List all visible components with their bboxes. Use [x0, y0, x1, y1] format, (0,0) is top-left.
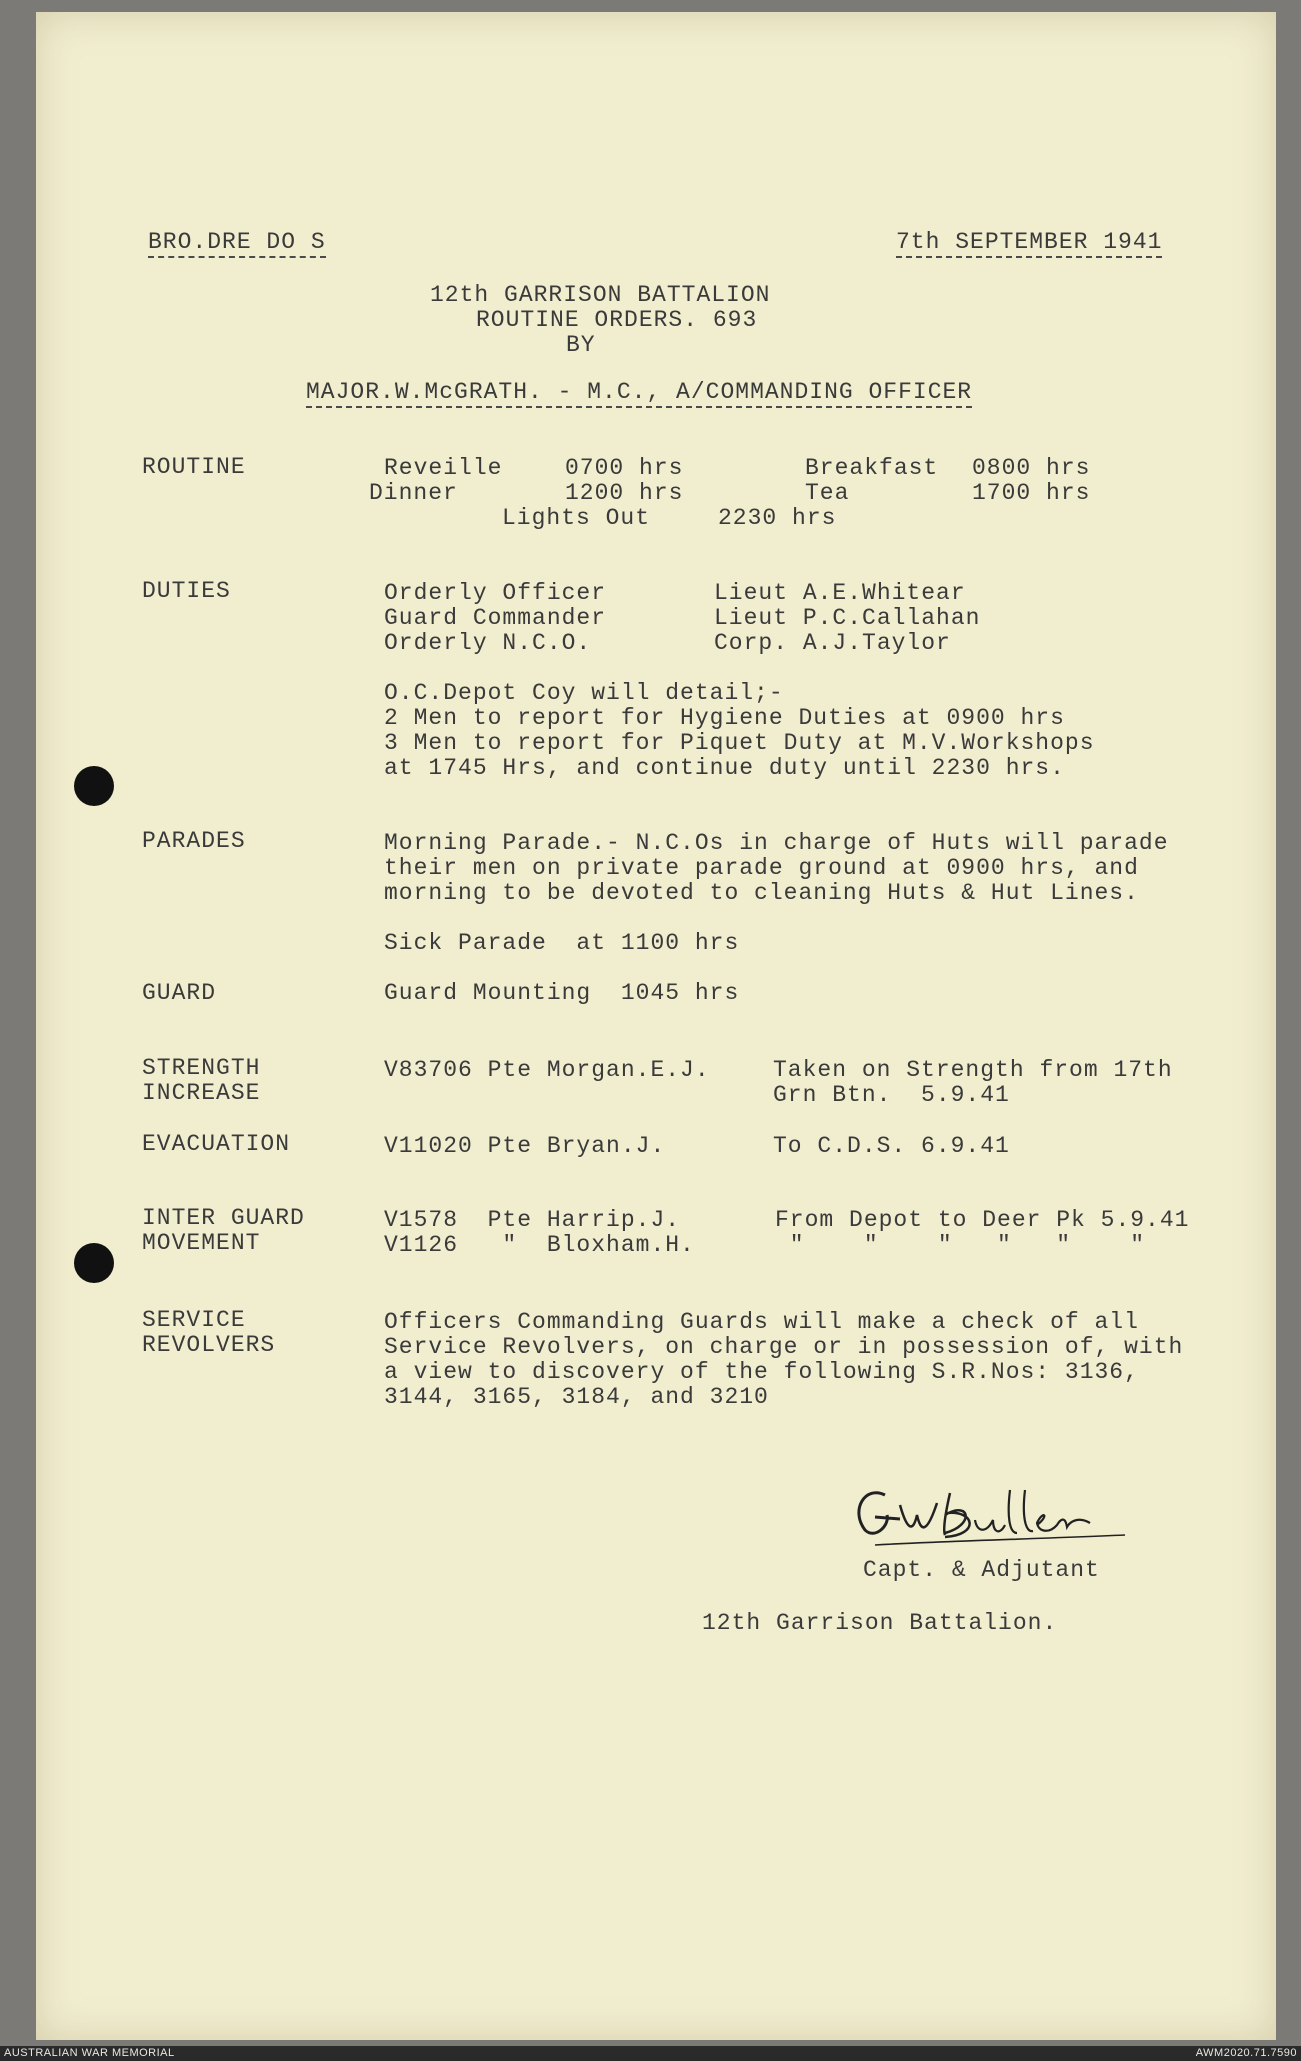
signatory-title: Capt. & Adjutant	[863, 1557, 1100, 1583]
orders-title: ROUTINE ORDERS. 693	[476, 307, 758, 333]
duty-detail-line: 2 Men to report for Hygiene Duties at 0900 hrs	[384, 705, 1065, 731]
evacuation-entry: V11020 Pte Bryan.J.	[384, 1133, 666, 1159]
sick-parade: Sick Parade at 1100 hrs	[384, 930, 740, 956]
tea-label: Tea	[805, 480, 850, 506]
parade-line: their men on private parade ground at 0900 hrs, and	[384, 855, 1139, 881]
handwritten-signature	[845, 1475, 1145, 1555]
strength-note: Grn Btn. 5.9.41	[773, 1082, 1010, 1108]
dinner-time: 1200 hrs	[565, 480, 684, 506]
evacuation-heading: EVACUATION	[142, 1131, 291, 1157]
parades-heading: PARADES	[142, 828, 246, 854]
revolvers-line: 3144, 3165, 3184, and 3210	[384, 1384, 769, 1410]
signatory-unit: 12th Garrison Battalion.	[702, 1610, 1058, 1636]
guard-heading: GUARD	[142, 980, 217, 1006]
lights-time: 2230 hrs	[718, 505, 837, 531]
duty-role: Guard Commander	[384, 605, 607, 631]
increase-heading: INCREASE	[142, 1080, 261, 1106]
strength-entry: V83706 Pte Morgan.E.J.	[384, 1057, 710, 1083]
dinner-label: Dinner	[369, 480, 458, 506]
movement-entry: V1578 Pte Harrip.J.	[384, 1207, 681, 1233]
duty-role: Orderly Officer	[384, 580, 607, 606]
inter-guard-heading: INTER GUARD	[142, 1205, 305, 1231]
revolvers-heading: REVOLVERS	[142, 1332, 276, 1358]
movement-note: " " " " " "	[775, 1232, 1146, 1258]
punch-hole	[74, 766, 114, 806]
revolvers-line: Service Revolvers, on charge or in possession of, with	[384, 1334, 1184, 1360]
commander-line: MAJOR.W.McGRATH. - M.C., A/COMMANDING OFFICER	[306, 379, 972, 408]
duty-detail-line: 3 Men to report for Piquet Duty at M.V.Workshops	[384, 730, 1095, 756]
evacuation-note: To C.D.S. 6.9.41	[773, 1133, 1010, 1159]
duty-name: Corp. A.J.Taylor	[714, 630, 951, 656]
parade-line: Morning Parade.- N.C.Os in charge of Huts will parade	[384, 830, 1169, 856]
revolvers-line: a view to discovery of the following S.R.Nos: 3136,	[384, 1359, 1139, 1385]
duty-role: Orderly N.C.O.	[384, 630, 592, 656]
by-line: BY	[566, 332, 596, 358]
punch-hole	[74, 1243, 114, 1283]
reveille-label: Reveille	[384, 455, 503, 481]
guard-text: Guard Mounting 1045 hrs	[384, 980, 740, 1006]
footer-right: AWM2020.71.7590	[1195, 2047, 1297, 2059]
duty-detail-line: O.C.Depot Coy will detail;-	[384, 680, 784, 706]
header-date: 7th SEPTEMBER 1941	[896, 229, 1162, 258]
reveille-time: 0700 hrs	[565, 455, 684, 481]
footer-strip	[0, 2046, 1301, 2061]
strength-heading: STRENGTH	[142, 1055, 261, 1081]
strength-note: Taken on Strength from 17th	[773, 1057, 1173, 1083]
lights-label: Lights Out	[502, 505, 651, 531]
parade-line: morning to be devoted to cleaning Huts & Hut Lines.	[384, 880, 1139, 906]
footer-left: AUSTRALIAN WAR MEMORIAL	[4, 2047, 175, 2059]
movement-note: From Depot to Deer Pk 5.9.41	[775, 1207, 1190, 1233]
movement-heading: MOVEMENT	[142, 1230, 261, 1256]
routine-heading: ROUTINE	[142, 454, 246, 480]
revolvers-line: Officers Commanding Guards will make a check of all	[384, 1309, 1139, 1335]
breakfast-time: 0800 hrs	[972, 455, 1091, 481]
duty-name: Lieut A.E.Whitear	[714, 580, 966, 606]
duty-detail-line: at 1745 Hrs, and continue duty until 2230 hrs.	[384, 755, 1065, 781]
service-heading: SERVICE	[142, 1307, 246, 1333]
header-left: BRO.DRE DO S	[148, 229, 326, 258]
breakfast-label: Breakfast	[805, 455, 939, 481]
movement-entry: V1126 " Bloxham.H.	[384, 1232, 695, 1258]
unit-title: 12th GARRISON BATTALION	[430, 282, 771, 308]
duty-name: Lieut P.C.Callahan	[714, 605, 981, 631]
tea-time: 1700 hrs	[972, 480, 1091, 506]
duties-heading: DUTIES	[142, 578, 231, 604]
